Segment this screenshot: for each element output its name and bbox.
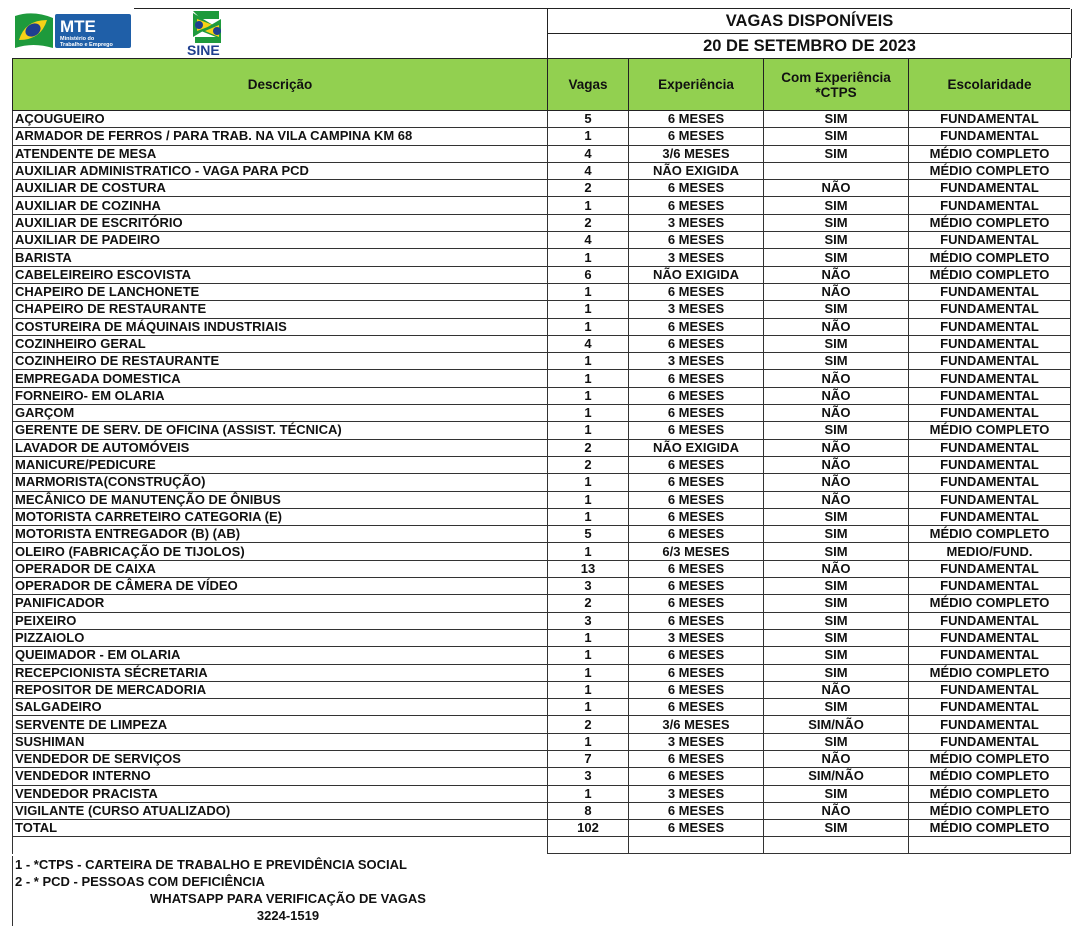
cell-descricao: GERENTE DE SERV. DE OFICINA (ASSIST. TÉCNICA) [13, 422, 548, 439]
table-row [13, 335, 1071, 352]
table-row [13, 750, 1071, 767]
table-row [13, 733, 1071, 750]
cell-experiencia: NÃO EXIGIDA [629, 439, 764, 456]
table-row [13, 232, 1071, 249]
cell-ctps: SIM [764, 249, 909, 266]
cell-escolaridade: FUNDAMENTAL [909, 491, 1071, 508]
table-row [13, 111, 1071, 128]
table-row [13, 387, 1071, 404]
cell-ctps: SIM [764, 664, 909, 681]
table-row [13, 405, 1071, 422]
cell-experiencia: 6 MESES [629, 681, 764, 698]
cell-vagas: 5 [548, 526, 629, 543]
cell-escolaridade: FUNDAMENTAL [909, 197, 1071, 214]
ctps-header-line2: *CTPS [815, 84, 857, 100]
cell-descricao: AÇOUGUEIRO [13, 111, 548, 128]
cell-ctps: NÃO [764, 180, 909, 197]
table-row [13, 785, 1071, 802]
cell-escolaridade: MÉDIO COMPLETO [909, 595, 1071, 612]
cell-escolaridade: FUNDAMENTAL [909, 560, 1071, 577]
cell-vagas: 1 [548, 629, 629, 646]
cell-descricao: CHAPEIRO DE RESTAURANTE [13, 301, 548, 318]
cell-experiencia: 6 MESES [629, 387, 764, 404]
cell-escolaridade: MÉDIO COMPLETO [909, 162, 1071, 179]
cell-ctps: NÃO [764, 283, 909, 300]
cell-ctps: SIM [764, 422, 909, 439]
cell-experiencia: 6 MESES [629, 595, 764, 612]
cell-descricao: PANIFICADOR [13, 595, 548, 612]
cell-escolaridade: MÉDIO COMPLETO [909, 526, 1071, 543]
cell-experiencia: 6/3 MESES [629, 543, 764, 560]
cell-descricao: MOTORISTA ENTREGADOR (B) (AB) [13, 526, 548, 543]
table-row [13, 422, 1071, 439]
cell-vagas: 1 [548, 128, 629, 145]
table-row [13, 249, 1071, 266]
cell-descricao: SUSHIMAN [13, 733, 548, 750]
cell-ctps [764, 162, 909, 179]
cell-descricao: PEIXEIRO [13, 612, 548, 629]
cell-descricao: AUXILIAR DE PADEIRO [13, 232, 548, 249]
cell-ctps: SIM [764, 145, 909, 162]
cell-experiencia: 6 MESES [629, 802, 764, 819]
cell-descricao: TOTAL [13, 820, 548, 837]
cell-descricao: RECEPCIONISTA SÉCRETARIA [13, 664, 548, 681]
cell-vagas: 1 [548, 318, 629, 335]
title-box [547, 9, 1072, 58]
table-row [13, 543, 1071, 560]
cell-escolaridade: MÉDIO COMPLETO [909, 768, 1071, 785]
footnote-ctps: 1 - *CTPS - CARTEIRA DE TRABALHO E PREVIDÊNCIA SOCIAL [15, 857, 407, 872]
cell-vagas: 1 [548, 387, 629, 404]
cell-experiencia: 6 MESES [629, 405, 764, 422]
table-row [13, 768, 1071, 785]
cell-vagas: 2 [548, 456, 629, 473]
cell-vagas: 1 [548, 283, 629, 300]
cell-vagas: 1 [548, 491, 629, 508]
table-row [13, 145, 1071, 162]
cell-ctps: SIM [764, 508, 909, 525]
cell-vagas: 1 [548, 422, 629, 439]
footnote-pcd: 2 - * PCD - PESSOAS COM DEFICIÊNCIA [15, 874, 265, 889]
total-row [13, 820, 1071, 837]
cell-escolaridade: FUNDAMENTAL [909, 733, 1071, 750]
cell-escolaridade: MÉDIO COMPLETO [909, 145, 1071, 162]
cell-descricao: OPERADOR DE CÂMERA DE VÍDEO [13, 578, 548, 595]
cell-escolaridade: MEDIO/FUND. [909, 543, 1071, 560]
cell-ctps: SIM [764, 111, 909, 128]
cell-escolaridade: FUNDAMENTAL [909, 232, 1071, 249]
table-row [13, 578, 1071, 595]
cell-ctps: SIM [764, 595, 909, 612]
cell-descricao: FORNEIRO- EM OLARIA [13, 387, 548, 404]
cell-descricao: SERVENTE DE LIMPEZA [13, 716, 548, 733]
cell-descricao: VENDEDOR INTERNO [13, 768, 548, 785]
cell-vagas: 1 [548, 508, 629, 525]
table-row [13, 197, 1071, 214]
cell-escolaridade: FUNDAMENTAL [909, 111, 1071, 128]
column-header-escolaridade: Escolaridade [909, 59, 1071, 111]
page-title: VAGAS DISPONÍVEIS [548, 9, 1071, 34]
cell-descricao: REPOSITOR DE MERCADORIA [13, 681, 548, 698]
empty-cell [548, 837, 629, 854]
cell-ctps: SIM [764, 699, 909, 716]
table-row [13, 647, 1071, 664]
table-row [13, 491, 1071, 508]
cell-vagas: 2 [548, 180, 629, 197]
table-body [13, 111, 1071, 854]
cell-experiencia: 6 MESES [629, 647, 764, 664]
column-header-experiencia: Experiência [629, 59, 764, 111]
cell-ctps: NÃO [764, 681, 909, 698]
cell-escolaridade: MÉDIO COMPLETO [909, 214, 1071, 231]
table-row [13, 162, 1071, 179]
cell-ctps: SIM [764, 214, 909, 231]
cell-vagas: 8 [548, 802, 629, 819]
cell-descricao: OPERADOR DE CAIXA [13, 560, 548, 577]
empty-cell [909, 837, 1071, 854]
cell-escolaridade: MÉDIO COMPLETO [909, 664, 1071, 681]
cell-vagas: 4 [548, 162, 629, 179]
table-row [13, 456, 1071, 473]
cell-experiencia: 6 MESES [629, 699, 764, 716]
cell-escolaridade: FUNDAMENTAL [909, 353, 1071, 370]
cell-escolaridade: FUNDAMENTAL [909, 180, 1071, 197]
cell-escolaridade: FUNDAMENTAL [909, 405, 1071, 422]
cell-vagas: 3 [548, 578, 629, 595]
cell-vagas: 6 [548, 266, 629, 283]
table-row [13, 318, 1071, 335]
table-row [13, 283, 1071, 300]
job-vacancies-table [12, 58, 1071, 854]
cell-ctps: NÃO [764, 439, 909, 456]
svg-text:MTE: MTE [60, 17, 96, 36]
cell-experiencia: 3 MESES [629, 301, 764, 318]
svg-text:Ministério do: Ministério do [60, 36, 95, 42]
svg-text:SINE: SINE [187, 42, 220, 58]
empty-cell [764, 837, 909, 854]
cell-ctps: SIM [764, 647, 909, 664]
cell-ctps: SIM [764, 543, 909, 560]
cell-vagas: 7 [548, 750, 629, 767]
cell-experiencia: 6 MESES [629, 111, 764, 128]
cell-descricao: COZINHEIRO GERAL [13, 335, 548, 352]
whatsapp-label: WHATSAPP PARA VERIFICAÇÃO DE VAGAS [150, 891, 426, 906]
table-row [13, 370, 1071, 387]
table-header-row [13, 59, 1071, 111]
cell-escolaridade: FUNDAMENTAL [909, 681, 1071, 698]
cell-experiencia: 6 MESES [629, 180, 764, 197]
column-header-vagas: Vagas [548, 59, 629, 111]
cell-vagas: 3 [548, 768, 629, 785]
cell-descricao: QUEIMADOR - EM OLARIA [13, 647, 548, 664]
cell-ctps: NÃO [764, 387, 909, 404]
cell-escolaridade: FUNDAMENTAL [909, 474, 1071, 491]
cell-escolaridade: FUNDAMENTAL [909, 318, 1071, 335]
cell-experiencia: 6 MESES [629, 197, 764, 214]
cell-descricao: CABELEIREIRO ESCOVISTA [13, 266, 548, 283]
cell-ctps: SIM [764, 612, 909, 629]
cell-ctps: NÃO [764, 266, 909, 283]
cell-descricao: AUXILIAR DE COZINHA [13, 197, 548, 214]
table-row [13, 526, 1071, 543]
cell-ctps: SIM [764, 197, 909, 214]
cell-experiencia: NÃO EXIGIDA [629, 266, 764, 283]
svg-text:Trabalho e Emprego: Trabalho e Emprego [60, 42, 113, 48]
cell-experiencia: 6 MESES [629, 370, 764, 387]
cell-ctps: NÃO [764, 456, 909, 473]
table-row [13, 266, 1071, 283]
cell-experiencia: 6 MESES [629, 768, 764, 785]
cell-vagas: 1 [548, 370, 629, 387]
cell-escolaridade: MÉDIO COMPLETO [909, 785, 1071, 802]
cell-descricao: EMPREGADA DOMESTICA [13, 370, 548, 387]
cell-vagas: 1 [548, 733, 629, 750]
cell-descricao: CHAPEIRO DE LANCHONETE [13, 283, 548, 300]
table-row [13, 699, 1071, 716]
cell-escolaridade: MÉDIO COMPLETO [909, 750, 1071, 767]
cell-escolaridade: FUNDAMENTAL [909, 283, 1071, 300]
cell-vagas: 4 [548, 232, 629, 249]
cell-experiencia: NÃO EXIGIDA [629, 162, 764, 179]
cell-descricao: BARISTA [13, 249, 548, 266]
cell-ctps: SIM [764, 128, 909, 145]
cell-escolaridade: MÉDIO COMPLETO [909, 802, 1071, 819]
cell-vagas: 1 [548, 681, 629, 698]
cell-ctps: SIM [764, 353, 909, 370]
cell-experiencia: 3/6 MESES [629, 716, 764, 733]
column-header-descricao: Descrição [13, 59, 548, 111]
table-row [13, 301, 1071, 318]
cell-descricao: MARMORISTA(CONSTRUÇÃO) [13, 474, 548, 491]
cell-ctps: SIM [764, 733, 909, 750]
empty-cell [629, 837, 764, 854]
cell-vagas: 1 [548, 664, 629, 681]
cell-descricao: ATENDENTE DE MESA [13, 145, 548, 162]
table-row [13, 716, 1071, 733]
cell-ctps: SIM [764, 820, 909, 837]
cell-escolaridade: FUNDAMENTAL [909, 629, 1071, 646]
cell-experiencia: 6 MESES [629, 335, 764, 352]
cell-escolaridade: MÉDIO COMPLETO [909, 422, 1071, 439]
cell-vagas: 2 [548, 595, 629, 612]
cell-escolaridade: FUNDAMENTAL [909, 128, 1071, 145]
cell-ctps: NÃO [764, 474, 909, 491]
cell-experiencia: 6 MESES [629, 422, 764, 439]
cell-descricao: SALGADEIRO [13, 699, 548, 716]
cell-vagas: 102 [548, 820, 629, 837]
table-row [13, 595, 1071, 612]
cell-escolaridade: FUNDAMENTAL [909, 716, 1071, 733]
cell-experiencia: 3 MESES [629, 629, 764, 646]
cell-experiencia: 6 MESES [629, 128, 764, 145]
cell-escolaridade: FUNDAMENTAL [909, 456, 1071, 473]
cell-descricao: OLEIRO (FABRICAÇÃO DE TIJOLOS) [13, 543, 548, 560]
footnotes [12, 856, 553, 926]
whatsapp-phone: 3224-1519 [256, 908, 320, 923]
cell-descricao: LAVADOR DE AUTOMÓVEIS [13, 439, 548, 456]
cell-vagas: 1 [548, 474, 629, 491]
table-row [13, 612, 1071, 629]
empty-row [13, 837, 1071, 854]
cell-experiencia: 6 MESES [629, 560, 764, 577]
table-row [13, 560, 1071, 577]
cell-vagas: 1 [548, 543, 629, 560]
table-row [13, 508, 1071, 525]
cell-experiencia: 3 MESES [629, 353, 764, 370]
sine-logo-icon [183, 9, 231, 59]
table-row [13, 439, 1071, 456]
cell-ctps: SIM [764, 785, 909, 802]
cell-escolaridade: FUNDAMENTAL [909, 699, 1071, 716]
cell-descricao: MECÂNICO DE MANUTENÇÃO DE ÔNIBUS [13, 491, 548, 508]
cell-descricao: GARÇOM [13, 405, 548, 422]
cell-experiencia: 6 MESES [629, 232, 764, 249]
date-heading: 20 DE SETEMBRO DE 2023 [703, 37, 916, 55]
ctps-header-line1: Com Experiência [781, 69, 891, 85]
cell-experiencia: 6 MESES [629, 491, 764, 508]
cell-ctps: SIM [764, 335, 909, 352]
cell-vagas: 1 [548, 197, 629, 214]
mte-logo-icon [13, 10, 133, 52]
cell-escolaridade: FUNDAMENTAL [909, 301, 1071, 318]
cell-experiencia: 6 MESES [629, 283, 764, 300]
cell-descricao: VENDEDOR PRACISTA [13, 785, 548, 802]
cell-experiencia: 6 MESES [629, 750, 764, 767]
cell-experiencia: 6 MESES [629, 318, 764, 335]
cell-experiencia: 6 MESES [629, 456, 764, 473]
table-row [13, 474, 1071, 491]
cell-vagas: 1 [548, 301, 629, 318]
cell-ctps: NÃO [764, 370, 909, 387]
cell-descricao: AUXILIAR DE COSTURA [13, 180, 548, 197]
cell-experiencia: 3/6 MESES [629, 145, 764, 162]
cell-escolaridade: FUNDAMENTAL [909, 335, 1071, 352]
cell-experiencia: 6 MESES [629, 612, 764, 629]
cell-ctps: NÃO [764, 802, 909, 819]
cell-descricao: COSTUREIRA DE MÁQUINAIS INDUSTRIAIS [13, 318, 548, 335]
column-header-ctps [764, 59, 909, 111]
cell-descricao: AUXILIAR ADMINISTRATICO - VAGA PARA PCD [13, 162, 548, 179]
cell-ctps: NÃO [764, 491, 909, 508]
cell-escolaridade: FUNDAMENTAL [909, 647, 1071, 664]
cell-ctps: SIM [764, 578, 909, 595]
cell-escolaridade: FUNDAMENTAL [909, 370, 1071, 387]
cell-experiencia: 6 MESES [629, 508, 764, 525]
cell-vagas: 3 [548, 612, 629, 629]
cell-ctps: NÃO [764, 318, 909, 335]
cell-descricao: AUXILIAR DE ESCRITÓRIO [13, 214, 548, 231]
cell-experiencia: 3 MESES [629, 733, 764, 750]
table-row [13, 629, 1071, 646]
cell-descricao: MOTORISTA CARRETEIRO CATEGORIA (E) [13, 508, 548, 525]
cell-experiencia: 6 MESES [629, 664, 764, 681]
cell-escolaridade: FUNDAMENTAL [909, 612, 1071, 629]
cell-descricao: MANICURE/PEDICURE [13, 456, 548, 473]
cell-escolaridade: MÉDIO COMPLETO [909, 820, 1071, 837]
cell-experiencia: 6 MESES [629, 526, 764, 543]
cell-experiencia: 3 MESES [629, 249, 764, 266]
cell-ctps: SIM [764, 629, 909, 646]
empty-cell [13, 837, 548, 854]
cell-ctps: NÃO [764, 560, 909, 577]
table-row [13, 802, 1071, 819]
cell-descricao: COZINHEIRO DE RESTAURANTE [13, 353, 548, 370]
cell-vagas: 2 [548, 214, 629, 231]
table-row [13, 664, 1071, 681]
cell-vagas: 2 [548, 716, 629, 733]
table-row [13, 681, 1071, 698]
cell-ctps: SIM [764, 301, 909, 318]
cell-escolaridade: FUNDAMENTAL [909, 387, 1071, 404]
table-row [13, 180, 1071, 197]
table-row [13, 353, 1071, 370]
cell-ctps: SIM/NÃO [764, 716, 909, 733]
cell-ctps: SIM [764, 526, 909, 543]
cell-vagas: 4 [548, 145, 629, 162]
cell-escolaridade: FUNDAMENTAL [909, 508, 1071, 525]
cell-escolaridade: MÉDIO COMPLETO [909, 266, 1071, 283]
cell-experiencia: 3 MESES [629, 214, 764, 231]
cell-vagas: 1 [548, 249, 629, 266]
table-row [13, 128, 1071, 145]
cell-escolaridade: FUNDAMENTAL [909, 439, 1071, 456]
cell-vagas: 1 [548, 699, 629, 716]
cell-descricao: VENDEDOR DE SERVIÇOS [13, 750, 548, 767]
table-row [13, 214, 1071, 231]
cell-experiencia: 3 MESES [629, 785, 764, 802]
cell-descricao: PIZZAIOLO [13, 629, 548, 646]
cell-experiencia: 6 MESES [629, 578, 764, 595]
cell-vagas: 1 [548, 405, 629, 422]
cell-ctps: NÃO [764, 750, 909, 767]
cell-experiencia: 6 MESES [629, 474, 764, 491]
cell-ctps: SIM/NÃO [764, 768, 909, 785]
cell-descricao: ARMADOR DE FERROS / PARA TRAB. NA VILA CAMPINA KM 68 [13, 128, 548, 145]
cell-vagas: 1 [548, 647, 629, 664]
cell-vagas: 1 [548, 785, 629, 802]
cell-descricao: VIGILANTE (CURSO ATUALIZADO) [13, 802, 548, 819]
cell-ctps: SIM [764, 232, 909, 249]
cell-ctps: NÃO [764, 405, 909, 422]
cell-vagas: 5 [548, 111, 629, 128]
cell-escolaridade: FUNDAMENTAL [909, 578, 1071, 595]
cell-vagas: 13 [548, 560, 629, 577]
cell-vagas: 4 [548, 335, 629, 352]
cell-escolaridade: MÉDIO COMPLETO [909, 249, 1071, 266]
cell-vagas: 1 [548, 353, 629, 370]
cell-experiencia: 6 MESES [629, 820, 764, 837]
cell-vagas: 2 [548, 439, 629, 456]
